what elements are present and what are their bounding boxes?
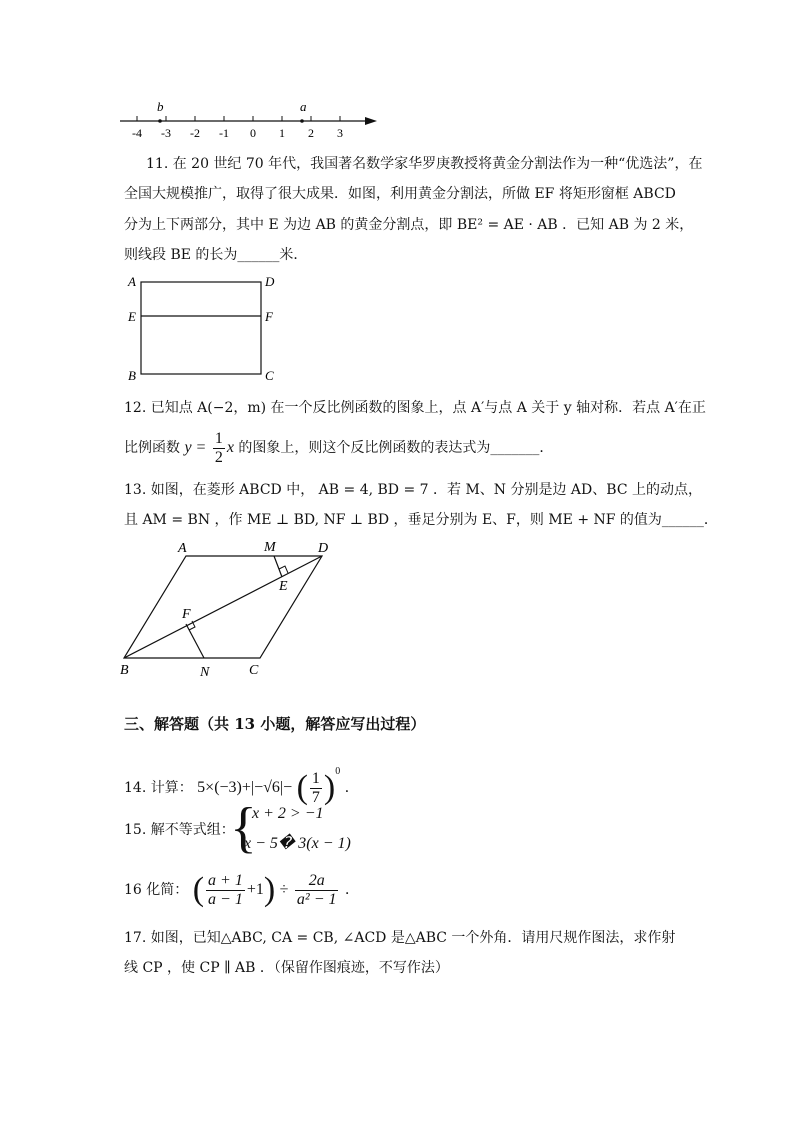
tick-label: -4 bbox=[132, 126, 142, 140]
tick-label: -1 bbox=[219, 126, 229, 140]
q14-line bbox=[124, 752, 359, 806]
tick-label: 3 bbox=[337, 126, 343, 140]
q14-end: ． bbox=[344, 780, 359, 796]
q11-line-4: 则线段 BE 的长为______米． bbox=[124, 247, 308, 263]
q14-exponent: 0 bbox=[335, 766, 341, 777]
q11-line-1: 11. 在 20 世纪 70 年代，我国著名数学家华罗庚教授将黄金分割法作为一种“优选法”，在 bbox=[146, 156, 703, 172]
q12-frac-num: 1 bbox=[214, 429, 223, 447]
label-M: M bbox=[264, 540, 276, 555]
label-C: C bbox=[249, 663, 259, 678]
q13-line-2: 且 AM = BN ，作 ME ⊥ BD, NF ⊥ BD ，垂足分别为 E、F，则 ME + NF 的值为______． bbox=[124, 512, 718, 528]
q12-line-1: 12. 已知点 A(−2，m) 在一个反比例函数的图象上，点 A′与点 A 关于 y 轴对称．若点 A′在正 bbox=[124, 400, 706, 416]
point-b-label: b bbox=[157, 99, 164, 114]
q16-label: 16 化简： bbox=[124, 882, 189, 898]
label-B: B bbox=[128, 368, 136, 383]
label-N: N bbox=[200, 665, 210, 680]
q14-frac-num: 1 bbox=[311, 769, 320, 787]
q16-fraction-2 bbox=[295, 872, 339, 909]
label-D: D bbox=[318, 541, 329, 556]
q16-frac1-num: a + 1 bbox=[208, 871, 243, 889]
q17-line-2: 线 CP ，使 CP ∥ AB ．（保留作图痕迹，不写作法） bbox=[124, 960, 449, 976]
point-a-label: a bbox=[300, 99, 307, 114]
q16-right-paren: ) bbox=[263, 871, 276, 908]
q12-frac-den: 2 bbox=[214, 448, 223, 466]
q14-fraction bbox=[310, 770, 322, 807]
rectangle-abcd bbox=[141, 282, 261, 374]
number-line-figure bbox=[115, 98, 385, 144]
q12-text-pre: 比例函数 bbox=[124, 440, 180, 456]
tick-label: -2 bbox=[190, 126, 200, 140]
point-a-dot bbox=[300, 119, 304, 123]
label-D: D bbox=[265, 274, 275, 289]
q15-brace: { bbox=[230, 797, 257, 859]
q12-y-eq: y = bbox=[184, 439, 207, 456]
q12-fraction bbox=[213, 430, 225, 467]
q16-frac1-den: a − 1 bbox=[208, 890, 243, 908]
q16-frac2-den: a² − 1 bbox=[296, 890, 337, 908]
q16-line bbox=[124, 868, 359, 912]
point-b-dot bbox=[158, 119, 162, 123]
label-A: A bbox=[128, 274, 136, 289]
label-B: B bbox=[120, 663, 129, 678]
q16-frac2-num: 2a bbox=[295, 872, 339, 891]
tick-label: 0 bbox=[250, 126, 256, 140]
section-3-heading: 三、解答题（共 13 小题，解答应写出过程） bbox=[124, 715, 426, 733]
number-line-arrow bbox=[365, 117, 377, 125]
q15-label: 15. 解不等式组： bbox=[124, 822, 235, 838]
label-A: A bbox=[178, 541, 187, 556]
q12-line-2 bbox=[124, 428, 553, 468]
q11-line-3: 分为上下两部分，其中 E 为边 AB 的黄金分割点，即 BE² = AE · AB ．已知 AB 为 2 米， bbox=[124, 217, 694, 233]
q11-rectangle-figure bbox=[124, 272, 284, 384]
q12-text-post: 的图象上，则这个反比例函数的表达式为_______． bbox=[238, 440, 554, 456]
label-F: F bbox=[265, 309, 273, 324]
q15-inequality-2: x − 5� 3(x − 1) bbox=[244, 835, 351, 852]
q15-inequality-1: x + 2 > −1 bbox=[252, 805, 324, 822]
q16-fraction-1 bbox=[206, 872, 245, 909]
q16-div: ÷ bbox=[279, 881, 289, 898]
tick-label: 2 bbox=[308, 126, 314, 140]
q13-rhombus-figure bbox=[114, 536, 348, 682]
q14-right-paren: ) bbox=[323, 769, 336, 806]
tick-label: 1 bbox=[279, 126, 285, 140]
q16-plus-one: +1 bbox=[246, 881, 264, 898]
q12-x-var: x bbox=[226, 439, 234, 456]
q13-line-1: 13. 如图，在菱形 ABCD 中， AB = 4, BD = 7 ．若 M、N 分别是边 AD、BC 上的动点， bbox=[124, 482, 702, 498]
q14-frac-den: 7 bbox=[311, 788, 320, 806]
diagonal-bd bbox=[124, 556, 322, 658]
q14-label: 14. 计算： bbox=[124, 780, 193, 796]
q16-end: ． bbox=[344, 882, 359, 898]
segment-me bbox=[274, 556, 282, 577]
q16-left-paren: ( bbox=[192, 871, 205, 908]
label-F: F bbox=[182, 607, 191, 622]
q11-line-2: 全国大规模推广，取得了很大成果．如图，利用黄金分割法，所做 EF 将矩形窗框 ABCD bbox=[124, 186, 676, 202]
tick-label: -3 bbox=[161, 126, 171, 140]
q17-line-1: 17. 如图，已知△ABC, CA = CB, ∠ACD 是△ABC 一个外角．请用尺规作图法，求作射 bbox=[124, 930, 676, 946]
q14-expression: 5×(−3)+|−√6|− bbox=[197, 779, 293, 796]
q14-left-paren: ( bbox=[296, 769, 308, 806]
label-E: E bbox=[128, 309, 136, 324]
label-E: E bbox=[279, 579, 288, 594]
label-C: C bbox=[265, 368, 274, 383]
segment-nf bbox=[186, 624, 204, 658]
